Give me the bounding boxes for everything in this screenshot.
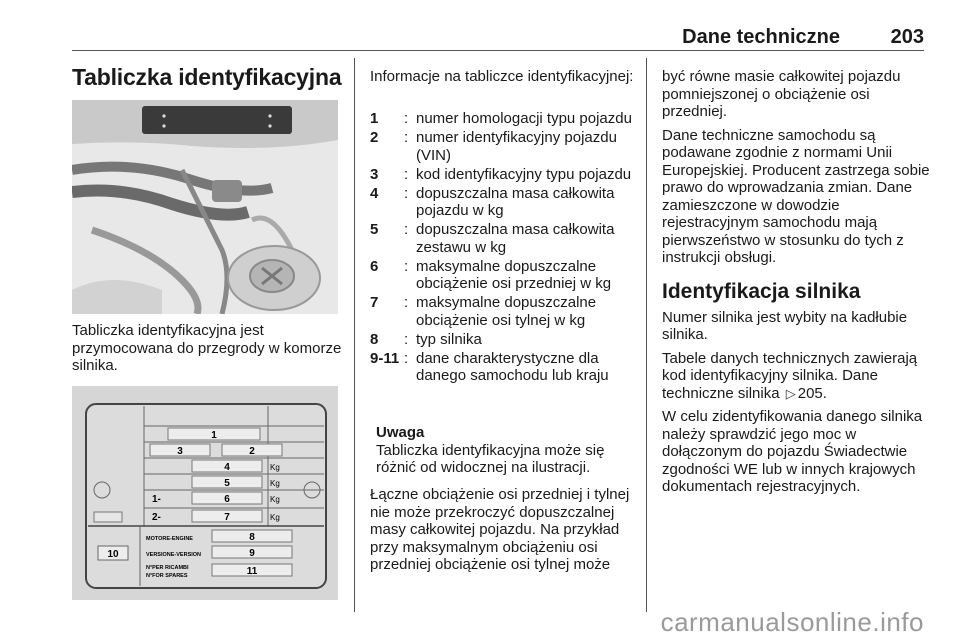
list-item-text: typ silnika [416,330,482,348]
list-item-number: 9-11 [370,349,400,367]
plate-field-2: 2 [249,446,255,457]
plate-label-spares-2: N°FOR SPARES [146,573,188,579]
page-header [72,24,924,51]
plate-field-3: 3 [177,446,183,457]
paragraph-continued: być równe masie całkowitej pojazdu pomniejszonej o obciążenie osi przedniej. [662,68,901,120]
list-item-text: maksymalne dopuszczalne obciążenie osi przedniej w kg [416,257,612,292]
list-item-number: 3 [370,165,379,183]
plate-field-9: 9 [249,548,255,559]
list-item-text: kod identyfikacyjny typu pojazdu [416,165,632,183]
list-item-text: maksymalne dopuszczalne obciążenie osi tylnej w kg [416,294,597,329]
list-item: 5 : dopuszczalna masa całkowita zestawu w kg [370,221,638,256]
list-item-text: dane charakterystyczne dla danego samochodu lub kraju [416,349,609,384]
engine-id-heading: Identyfikacja silnika [662,279,861,303]
column-3 [662,68,930,502]
column-divider-1 [354,58,355,612]
plate-field-11: 11 [246,566,258,577]
list-item-number: 4 [370,184,379,202]
list-item: 4 : dopuszczalna masa całkowita pojazdu w kg [370,185,638,220]
list-item: 6 : maksymalne dopuszczalne obciążenie osi przedniej w kg [370,258,638,293]
list-item-number: 5 [370,221,379,238]
plate-label-engine: MOTORE-ENGINE [146,536,193,542]
paragraph-eu-norms: Dane techniczne samochodu są podawane zgodnie z normami Unii Europejskiej. Producent zastrzega sobie prawo do wprowadzania zmian. Dane zamieszczone w dowodzie rejestracyjnym samochodu mają pierwszeństwo w stosunku do tych z instrukcji obsługi. [662,126,930,266]
plate-field-6: 6 [224,494,230,505]
plate-location-text: Tabliczka identyfikacyjna jest przymocowana do przegrody w komorze silnika. [72,322,342,374]
list-item-number: 8 [370,330,379,348]
info-intro: Informacje na tabliczce identyfikacyjnej: [370,68,634,85]
list-item-text: numer homologacji typu pojazdu [416,110,632,127]
paragraph-engine-power: W celu zidentyfikowania danego silnika należy sprawdzić jego moc w dołączonym do pojazdu Świadectwie zgodności WE lub w innych krajowych dokumentach rejestracyjnych. [662,408,923,495]
engine-bay-photo [72,100,338,314]
list-item-number: 6 [370,257,379,275]
plate-label-version: VERSIONE-VERSION [146,552,202,558]
note-text: Tabliczka identyfikacyjna może się różnić od widocznej na ilustracji. [376,441,605,476]
column-divider-2 [646,58,647,612]
plate-unit-kg-5: Kg [270,479,280,488]
list-item-text: dopuszczalna masa całkowita pojazdu w kg [416,184,615,219]
list-item: 2 : numer identyfikacyjny pojazdu (VIN) [370,129,638,164]
plate-field-1: 1 [211,430,217,441]
list-item: 7 : maksymalne dopuszczalne obciążenie osi tylnej w kg [370,294,638,329]
plate-field-5: 5 [224,478,230,489]
paragraph-tech-tables: Tabele danych technicznych zawierają kod identyfikacyjny silnika. Dane techniczne silnika ▷ 205. [662,349,918,402]
section-heading: Tabliczka identyfikacyjna [72,64,342,90]
identification-plate-illustration [72,386,338,600]
header-title: Dane techniczne [682,26,840,48]
plate-field-8: 8 [249,532,255,543]
list-item: 3 : kod identyfikacyjny typu pojazdu [370,166,638,184]
page-number: 203 [890,26,924,48]
list-item: 8 : typ silnika [370,331,638,349]
list-item: 9-11 : dane charakterystyczne dla danego samochodu lub kraju [370,350,638,385]
list-item-text: dopuszczalna masa całkowita zestawu w kg [416,221,615,256]
list-item-text: numer identyfikacyjny pojazdu (VIN) [416,129,617,164]
plate-axle-front: 1- [152,494,161,505]
paragraph-engine-number: Numer silnika jest wybity na kadłubie silnika. [662,308,908,343]
list-item-number: 1 [370,110,379,127]
plate-field-7: 7 [224,512,230,523]
watermark-logo: carmanualsonline.info [660,607,924,637]
plate-unit-kg-6: Kg [270,495,280,504]
triangle-ref-icon: ▷ [785,385,796,401]
plate-info-list [370,110,638,386]
list-item-number: 7 [370,294,379,311]
note-box [376,424,638,477]
plate-axle-rear: 2- [152,512,161,523]
plate-label-spares-1: N°PER RICAMBI [146,565,189,571]
plate-field-10: 10 [107,549,119,560]
axle-load-paragraph: Łączne obciążenie osi przedniej i tylnej nie może przekroczyć dopuszczalnej masy całkowitej pojazdu. Na przykład przy maksymalnym obciążeniu osi przedniej obciążenie osi tylnej może [370,486,630,573]
plate-field-4: 4 [224,462,230,473]
page-ref-link[interactable]: 205. [797,384,827,402]
note-heading: Uwaga [376,424,425,441]
list-item-number: 2 [370,129,379,146]
plate-unit-kg-7: Kg [270,513,280,522]
plate-unit-kg-4: Kg [270,463,280,472]
list-item: 1 : numer homologacji typu pojazdu [370,110,638,128]
